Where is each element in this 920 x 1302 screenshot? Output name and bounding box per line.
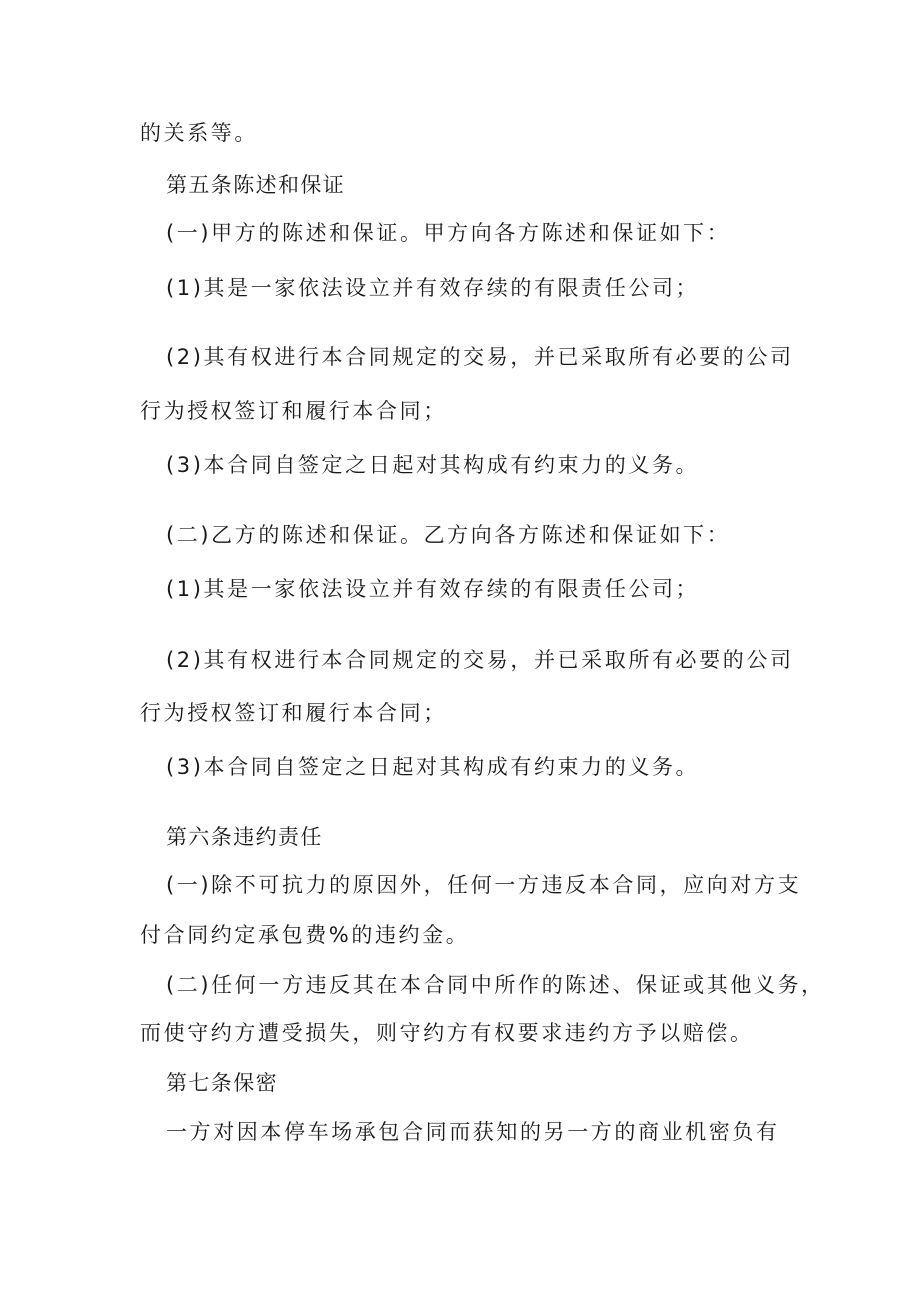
clause-5-1-item-2: (2)其有权进行本合同规定的交易，并已采取所有必要的公司	[166, 345, 794, 369]
clause-5-1-item-3: (3)本合同自签定之日起对其构成有约束力的义务。	[166, 453, 700, 477]
article-7-body: 一方对因本停车场承包合同而获知的另一方的商业机密负有	[166, 1120, 780, 1144]
clause-5-2-item-3: (3)本合同自签定之日起对其构成有约束力的义务。	[166, 755, 700, 779]
clause-6-2-cont: 而使守约方遭受损失，则守约方有权要求违约方予以赔偿。	[140, 1021, 754, 1045]
clause-6-1-cont: 付合同约定承包费%的违约金。	[140, 923, 470, 947]
clause-5-2-item-2: (2)其有权进行本合同规定的交易，并已采取所有必要的公司	[166, 648, 794, 672]
continuation-line: 的关系等。	[140, 121, 258, 145]
clause-5-2-item-2-cont: 行为授权签订和履行本合同；	[140, 701, 447, 725]
clause-6-1: (一)除不可抗力的原因外，任何一方违反本合同，应向对方支	[166, 873, 802, 897]
clause-5-2: (二)乙方的陈述和保证。乙方向各方陈述和保证如下：	[166, 523, 731, 547]
article-7-heading: 第七条保密	[166, 1071, 278, 1095]
clause-5-1: (一)甲方的陈述和保证。甲方向各方陈述和保证如下：	[166, 221, 731, 245]
clause-5-2-item-1: (1)其是一家依法设立并有效存续的有限责任公司；	[166, 577, 700, 601]
article-6-heading: 第六条违约责任	[166, 825, 323, 849]
article-5-heading: 第五条陈述和保证	[166, 173, 346, 197]
clause-5-1-item-1: (1)其是一家依法设立并有效存续的有限责任公司；	[166, 276, 700, 300]
clause-6-2: (二)任何一方违反其在本合同中所作的陈述、保证或其他义务，	[166, 973, 825, 997]
clause-5-1-item-2-cont: 行为授权签订和履行本合同；	[140, 399, 447, 423]
